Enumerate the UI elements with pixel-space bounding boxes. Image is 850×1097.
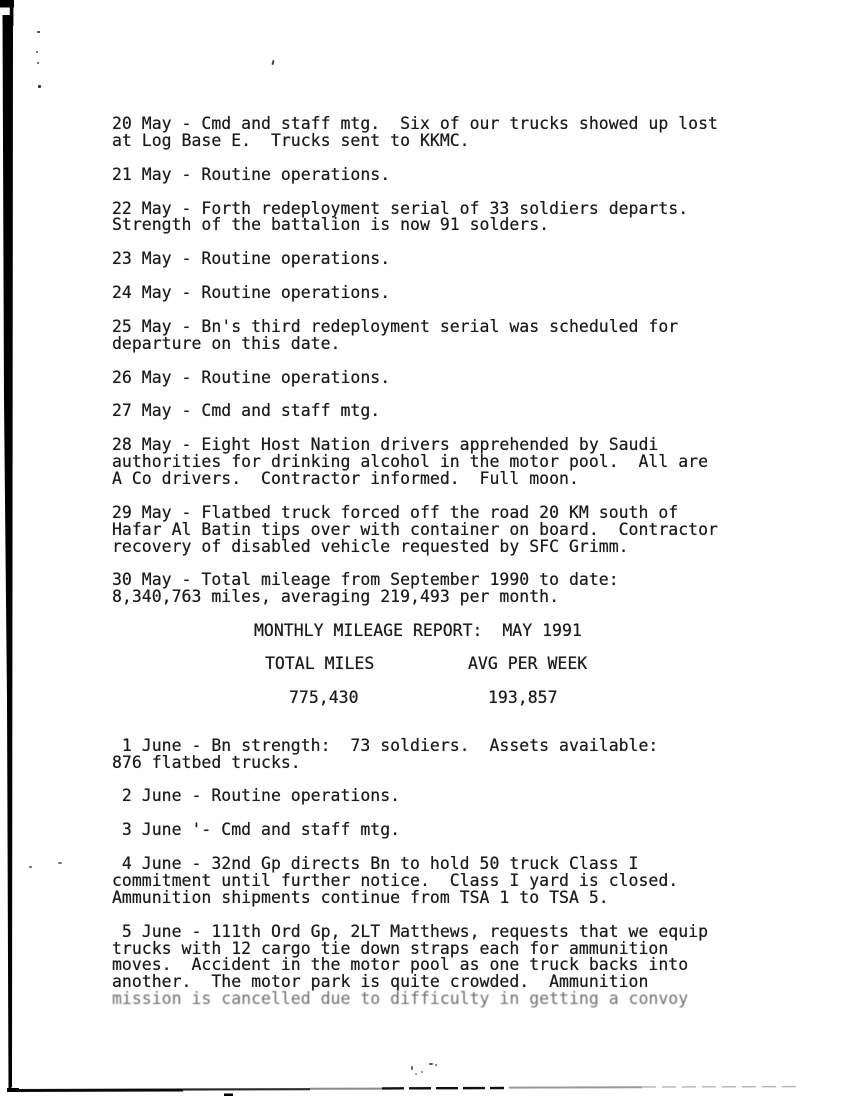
log-line: authorities for drinking alcohol in the motor pool. All are <box>112 452 709 471</box>
log-line: 21 May - Routine operations. <box>112 164 391 184</box>
log-line: 23 May - Routine operations. <box>112 249 391 269</box>
scan-speck <box>58 862 62 864</box>
scan-speck-page-number <box>421 1071 423 1073</box>
scan-artifact-left-bar <box>0 0 20 1097</box>
log-line: 24 May - Routine operations. <box>112 283 391 302</box>
log-entry <box>112 116 772 150</box>
log-entry <box>112 437 772 488</box>
scan-speck <box>38 85 41 88</box>
log-line: 29 May - Flatbed truck forced off the road 20 KM south of <box>112 502 679 522</box>
log-entry <box>112 316 772 353</box>
log-line: mission is cancelled due to difficulty in getting a convoy <box>112 989 689 1009</box>
document-body <box>112 116 772 1025</box>
log-line: 22 May - Forth redeployment serial of 33 soldiers departs. <box>112 198 689 218</box>
mileage-total-miles-value: 775,430 <box>289 687 359 707</box>
mileage-col-avg-per-week: AVG PER WEEK <box>468 653 588 673</box>
log-line: 3 June '- Cmd and staff mtg. <box>112 820 401 840</box>
log-entry <box>112 572 772 606</box>
log-line: Ammunition shipments continue from TSA 1 to TSA 5. <box>112 887 609 907</box>
log-entry <box>112 788 772 805</box>
log-entry <box>112 403 772 420</box>
scan-speck-page-number <box>415 1073 417 1075</box>
mileage-report <box>112 623 772 707</box>
log-line: recovery of disabled vehicle requested by SFC Grimm. <box>112 536 629 556</box>
log-line: 876 flatbed trucks. <box>112 752 301 772</box>
log-line: 27 May - Cmd and staff mtg. <box>112 401 381 421</box>
log-entry <box>112 198 772 235</box>
scan-speck <box>37 31 40 33</box>
log-line: departure on this date. <box>112 333 341 353</box>
log-line: moves. Accident in the motor pool as one truck backs into <box>112 955 689 975</box>
scan-artifact-bottom-line <box>0 1080 850 1097</box>
log-line: 5 June - 111th Ord Gp, 2LT Matthews, requests that we equip <box>112 921 709 941</box>
log-line: Strength of the battalion is now 91 solders. <box>112 215 550 235</box>
log-line: 26 May - Routine operations. <box>112 367 391 387</box>
log-line: 28 May - Eight Host Nation drivers apprehended by Saudi <box>112 435 659 455</box>
log-entry <box>112 921 772 1009</box>
log-entry <box>112 285 772 302</box>
log-line: 20 May - Cmd and staff mtg. Six of our trucks showed up lost <box>112 114 718 133</box>
log-line: 30 May - Total mileage from September 1990 to date: <box>112 570 619 590</box>
log-line: 2 June - Routine operations. <box>112 786 401 806</box>
log-entry <box>112 735 772 772</box>
june-log <box>112 735 772 1009</box>
log-entry <box>112 502 772 556</box>
mileage-report-title: MONTHLY MILEAGE REPORT: MAY 1991 <box>254 621 582 641</box>
log-line: 25 May - Bn's third redeployment serial was scheduled for <box>112 316 679 336</box>
may-log <box>112 116 772 606</box>
log-entry <box>112 251 772 268</box>
mileage-report-header-row <box>112 653 772 673</box>
log-entry <box>112 164 772 184</box>
log-line: Hafar Al Batin tips over with container on board. Contractor <box>112 519 718 539</box>
log-line: A Co drivers. Contractor informed. Full moon. <box>112 468 579 488</box>
scan-speck <box>37 62 39 64</box>
mileage-col-total-miles: TOTAL MILES <box>265 653 375 673</box>
log-line: 8,340,763 miles, averaging 219,493 per month. <box>112 587 560 607</box>
log-line: another. The motor park is quite crowded. Ammunition <box>112 972 649 992</box>
log-line: at Log Base E. Trucks sent to KKMC. <box>112 130 470 150</box>
scan-speck <box>36 51 38 53</box>
log-line: trucks with 12 cargo tie down straps each for ammunition <box>112 938 669 958</box>
log-entry <box>112 822 772 839</box>
log-entry <box>112 856 772 907</box>
scan-speck-page-number <box>429 1063 433 1065</box>
log-entry <box>112 367 772 387</box>
mileage-avg-per-week-value: 193,857 <box>488 687 558 707</box>
mileage-report-value-row <box>112 687 772 707</box>
log-line: 4 June - 32nd Gp directs Bn to hold 50 truck Class I <box>112 854 639 873</box>
scan-speck-page-number <box>411 1066 413 1070</box>
scan-speck-page-number <box>435 1064 437 1066</box>
scan-speck <box>271 60 274 65</box>
log-line: 1 June - Bn strength: 73 soldiers. Assets available: <box>112 735 659 755</box>
scan-speck <box>29 866 32 868</box>
log-line: commitment until further notice. Class I yard is closed. <box>112 870 679 890</box>
